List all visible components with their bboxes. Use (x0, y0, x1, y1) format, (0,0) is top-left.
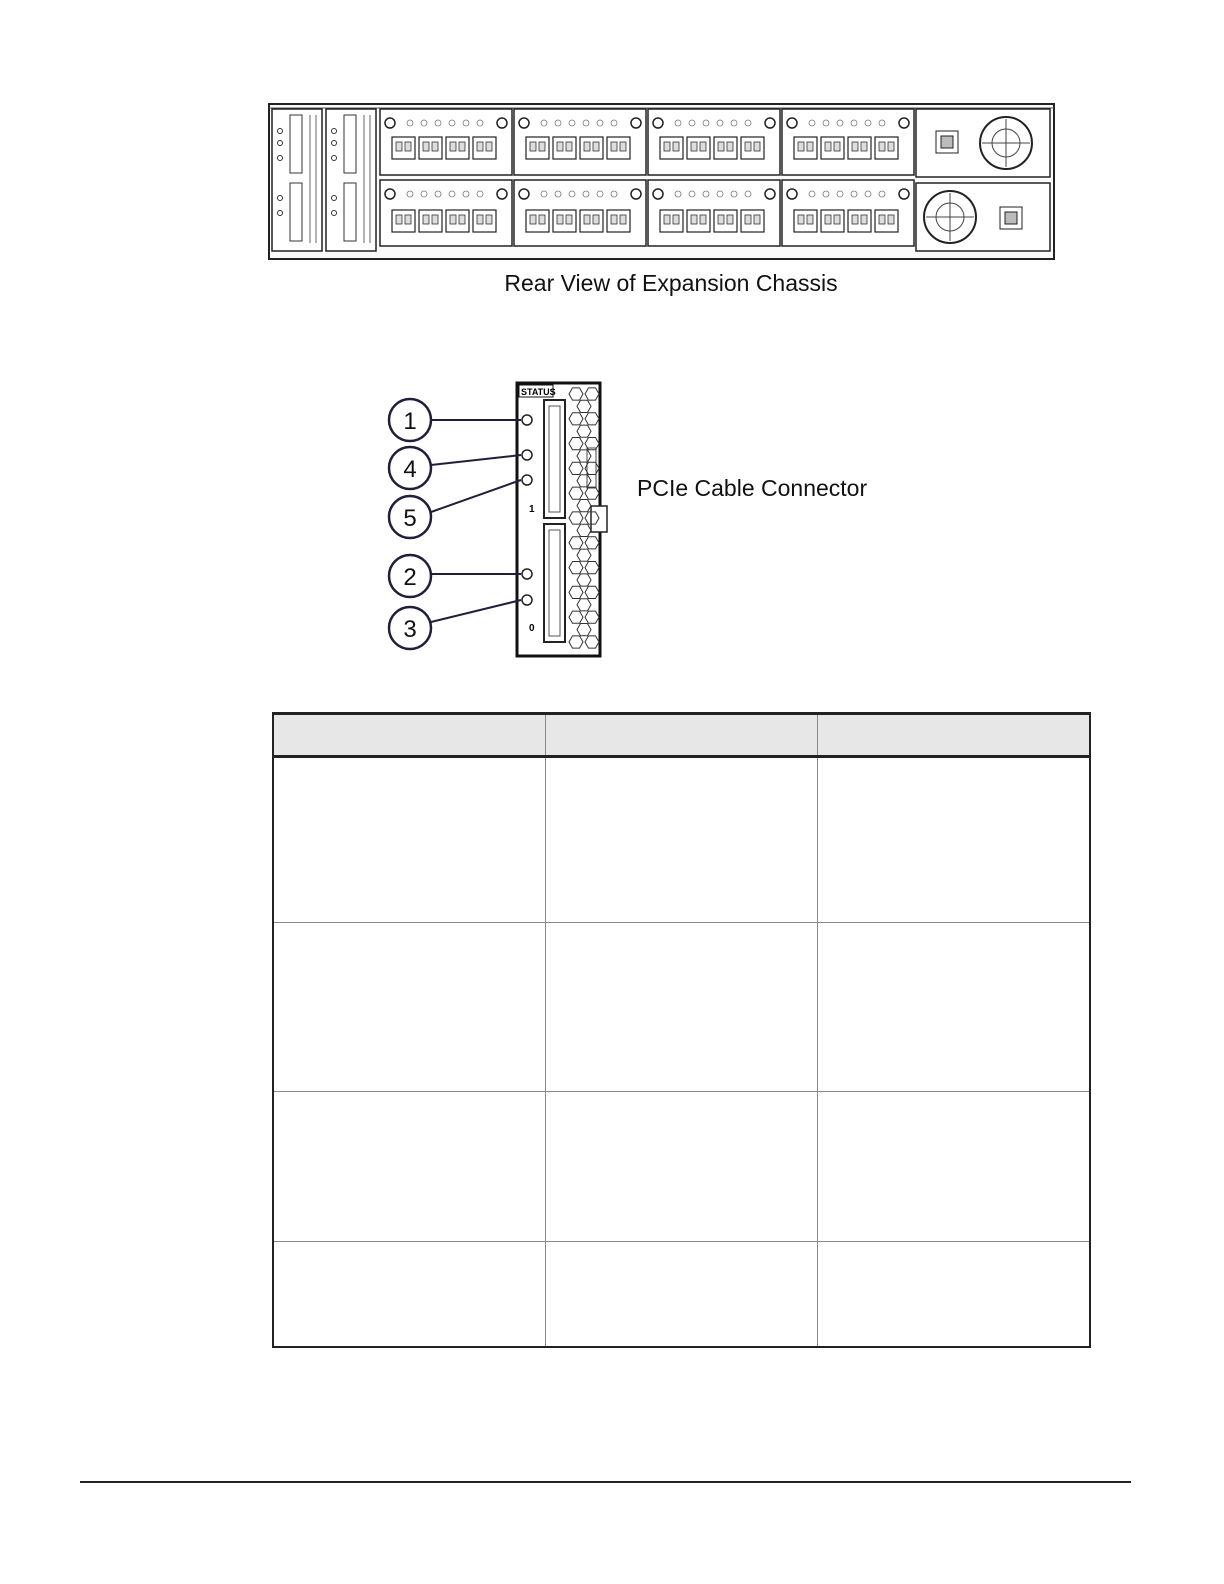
callout-2-label: 2 (403, 564, 417, 591)
table-cell (545, 757, 817, 923)
chassis-caption: Rear View of Expansion Chassis (504, 270, 838, 296)
table-row (273, 923, 1090, 1092)
table-row (273, 1242, 1090, 1347)
led-3 (522, 595, 532, 605)
table-cell (817, 1092, 1090, 1242)
io-card-slot (782, 180, 914, 246)
switch-module-left-1 (272, 109, 322, 251)
led-1 (522, 415, 532, 425)
table-header-row (273, 714, 1090, 757)
table-row (273, 1092, 1090, 1242)
table-row (273, 757, 1090, 923)
expansion-chassis-rear-view (268, 103, 1055, 265)
table-cell (273, 1242, 545, 1347)
header-cell (273, 714, 545, 757)
slot-number-upper: 1 (529, 504, 535, 515)
pcie-connector-upper (544, 400, 565, 518)
header-cell (817, 714, 1090, 757)
table-cell (817, 1242, 1090, 1347)
callout-4-label: 4 (403, 456, 417, 483)
io-card-slot (648, 180, 780, 246)
power-supply-upper (916, 109, 1050, 177)
io-card-slot (380, 109, 512, 175)
io-card-slot (380, 180, 512, 246)
pcie-connector-label: PCIe Cable Connector (637, 475, 868, 501)
switch-module-detail (380, 378, 620, 662)
table-cell (545, 923, 817, 1092)
table-cell (273, 757, 545, 923)
led-5 (522, 475, 532, 485)
pcie-connector-lower (544, 524, 565, 642)
power-supply-lower (916, 183, 1050, 251)
callout-5-label: 5 (403, 505, 417, 532)
io-card-slot (514, 109, 646, 175)
table-cell (817, 757, 1090, 923)
led-2 (522, 569, 532, 579)
io-card-slot (514, 180, 646, 246)
table-cell (545, 1242, 817, 1347)
slot-number-lower: 0 (529, 623, 535, 634)
io-card-slot (648, 109, 780, 175)
callout-1-label: 1 (403, 408, 417, 435)
io-card-slot (782, 109, 914, 175)
table-cell (817, 923, 1090, 1092)
table-cell (273, 923, 545, 1092)
table-cell (273, 1092, 545, 1242)
callout-3-label: 3 (403, 616, 417, 643)
status-panel-label: STATUS (521, 387, 556, 397)
switch-module-left-2 (326, 109, 376, 251)
table-cell (545, 1092, 817, 1242)
led-description-table (272, 712, 1091, 1348)
led-4 (522, 450, 532, 460)
header-cell (545, 714, 817, 757)
footer-rule (80, 1481, 1131, 1483)
